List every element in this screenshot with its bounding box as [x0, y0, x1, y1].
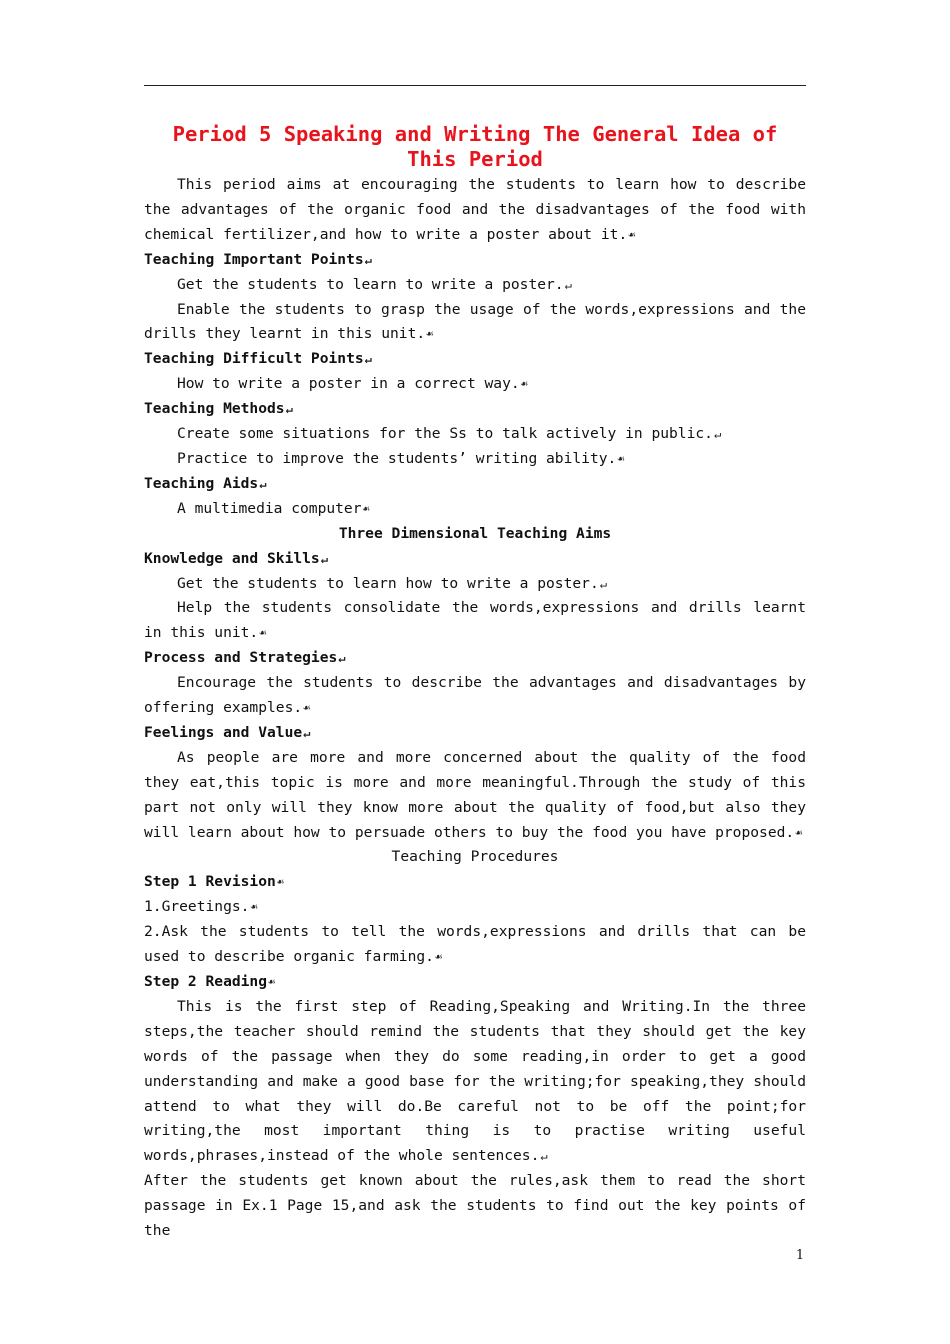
- step1-item: 1.Greetings.☙: [144, 898, 258, 916]
- header-rule: [144, 85, 806, 86]
- line-break-mark-icon: ↵: [713, 427, 722, 442]
- line-break-mark-icon: ↵: [303, 725, 311, 740]
- process-heading: Process and Strategies↵: [144, 649, 346, 667]
- line-break-mark-icon: ↵: [338, 651, 346, 666]
- step1-item: 2.Ask the students to tell the words,expressions and drills that can be used to describe organic farming.☙: [144, 923, 806, 966]
- paragraph-mark-icon: ☙: [628, 227, 636, 242]
- knowledge-item: Help the students consolidate the words,expressions and drills learnt in this unit.☙: [144, 599, 806, 642]
- methods-heading: Teaching Methods↵: [144, 400, 293, 418]
- process-item: Encourage the students to describe the advantages and disadvantages by offering examples.☙: [144, 674, 806, 717]
- paragraph-mark-icon: ☙: [520, 377, 528, 392]
- paragraph-mark-icon: ☙: [276, 875, 285, 890]
- aid-item: A multimedia computer☙: [177, 499, 370, 517]
- feelings-heading: Feelings and Value↵: [144, 723, 311, 741]
- method-item: Practice to improve the students’ writing ability.☙: [177, 449, 625, 467]
- aids-heading: Teaching Aids↵: [144, 474, 267, 492]
- line-break-mark-icon: ↵: [364, 352, 372, 367]
- line-break-mark-icon: ↵: [259, 476, 267, 491]
- procedures-heading: Teaching Procedures: [391, 848, 559, 866]
- important-point-item: Get the students to learn to write a poster.↵: [177, 275, 572, 293]
- difficult-points-heading: Teaching Difficult Points↵: [144, 350, 372, 368]
- step2-paragraph: After the students get known about the rules,ask them to read the short passage in Ex.1 Page 15,and ask the students to find out the key points of the: [144, 1172, 806, 1240]
- method-item: Create some situations for the Ss to talk actively in public.↵: [177, 425, 722, 443]
- knowledge-item: Get the students to learn how to write a poster.↵: [177, 574, 607, 592]
- important-points-heading: Teaching Important Points↵: [144, 250, 372, 268]
- paragraph-mark-icon: ☙: [795, 825, 803, 840]
- line-break-mark-icon: ↵: [564, 277, 572, 292]
- step2-heading: Step 2 Reading☙: [144, 973, 276, 990]
- paragraph-mark-icon: ☙: [250, 900, 258, 915]
- page-title: Period 5 Speaking and Writing The General Idea of This Period: [172, 122, 778, 171]
- document-body: [144, 122, 806, 1244]
- difficult-point-item: How to write a poster in a correct way.☙: [177, 375, 528, 393]
- knowledge-heading: Knowledge and Skills↵: [144, 549, 328, 567]
- step1-heading: Step 1 Revision☙: [144, 873, 285, 891]
- line-break-mark-icon: ↵: [599, 576, 607, 591]
- paragraph-mark-icon: ☙: [426, 327, 434, 342]
- intro-paragraph: This period aims at encouraging the students to learn how to describe the advantages of the organic food and the disadvantages of the food with chemical fertilizer,and how to write a poster about it.☙: [144, 176, 806, 243]
- three-dimensional-heading: Three Dimensional Teaching Aims: [338, 524, 612, 542]
- paragraph-mark-icon: ☙: [434, 950, 443, 965]
- step2-paragraph: This is the first step of Reading,Speaking and Writing.In the three steps,the teacher should remind the students that they should get the key words of the passage when they do some reading,in order to get a good understanding and make a good base for the writing;for speaking,they should attend to what they will do.Be careful not to be off the point;for writing,the most important thing is to practise writing useful words,phrases,instead of the whole sentences.↵: [144, 997, 806, 1165]
- line-break-mark-icon: ↵: [364, 252, 372, 267]
- line-break-mark-icon: ↵: [320, 551, 328, 566]
- page-number: 1: [795, 1248, 805, 1263]
- paragraph-mark-icon: ☙: [268, 975, 276, 989]
- paragraph-mark-icon: ☙: [259, 626, 267, 641]
- important-point-item: Enable the students to grasp the usage of the words,expressions and the drills they learnt in this unit.☙: [144, 300, 806, 343]
- paragraph-mark-icon: ☙: [617, 451, 625, 466]
- paragraph-mark-icon: ☙: [303, 701, 311, 716]
- feelings-item: As people are more and more concerned about the quality of the food they eat,this topic is more and more meaningful.Through the study of this part not only will they know more about the quality of food,but also they will learn about how to persuade others to buy the food you have proposed.☙: [144, 748, 806, 841]
- line-break-mark-icon: ↵: [285, 402, 293, 417]
- paragraph-mark-icon: ☙: [362, 501, 370, 516]
- line-break-mark-icon: ↵: [540, 1149, 548, 1164]
